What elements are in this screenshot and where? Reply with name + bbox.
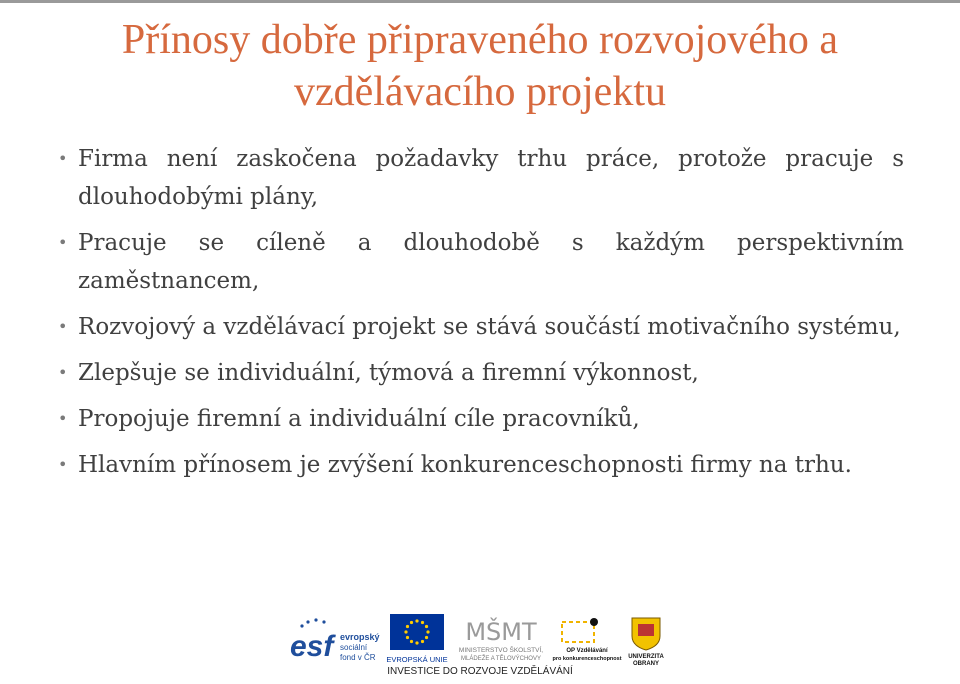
op-line2: pro konkurenceschopnost — [552, 656, 622, 662]
list-item — [56, 446, 904, 484]
list-item — [56, 354, 904, 392]
bullet-icon: • — [58, 317, 68, 336]
bullet-icon: • — [58, 233, 68, 252]
bullet-icon: • — [58, 409, 68, 428]
esf-line2: sociální — [340, 643, 368, 652]
bullet-text: Rozvojový a vzdělávací projekt se stává součástí motivačního systému, — [78, 314, 901, 340]
bullet-text: Firma není zaskočena požadavky trhu práce, protože pracuje s dlouhodobými plány, — [78, 146, 904, 210]
eu-flag-logo — [388, 614, 446, 666]
list-item — [56, 308, 904, 346]
eu-star — [410, 621, 413, 624]
logo-strip — [288, 614, 668, 666]
list-item — [56, 140, 904, 216]
univ-line1: UNIVERZITA — [628, 654, 664, 660]
eu-star — [410, 640, 413, 643]
op-dot-icon — [590, 618, 598, 626]
bullet-icon: • — [58, 455, 68, 474]
bullet-text: Pracuje se cíleně a dlouhodobě s každým perspektivním zaměstnancem, — [78, 230, 904, 294]
crest-inner-icon — [638, 624, 654, 636]
top-border-line — [0, 0, 960, 3]
op-line1: OP Vzdělávání — [566, 648, 608, 654]
msmt-line2: MLÁDEŽE A TĚLOVÝCHOVY — [461, 656, 541, 662]
footer-caption: INVESTICE DO ROZVOJE VZDĚLÁVÁNÍ — [387, 666, 573, 677]
esf-wordmark: esf — [290, 630, 334, 663]
bullet-list — [56, 140, 904, 492]
eu-star — [425, 625, 428, 628]
bullet-text: Zlepšuje se individuální, týmová a firemní výkonnost, — [78, 360, 699, 386]
eu-star — [404, 630, 407, 633]
op-frame-icon — [562, 622, 594, 642]
esf-line3: fond v ČR — [340, 653, 376, 662]
bullet-icon: • — [58, 363, 68, 382]
eu-star — [406, 636, 409, 639]
eu-label: EVROPSKÁ UNIE — [386, 655, 448, 664]
eu-star — [415, 641, 418, 644]
eu-star — [421, 621, 424, 624]
msmt-line1: MINISTERSTVO ŠKOLSTVÍ, — [458, 647, 544, 654]
univ-line2: OBRANY — [632, 661, 660, 667]
esf-line1: evropský — [340, 632, 380, 642]
eu-star — [425, 636, 428, 639]
bullet-icon: • — [58, 149, 68, 168]
msmt-logo — [454, 614, 548, 666]
eu-star — [421, 640, 424, 643]
bullet-text: Hlavním přínosem je zvýšení konkurenceschopnosti firmy na trhu. — [78, 452, 852, 478]
university-logo — [624, 614, 668, 666]
slide-title: Přínosy dobře připraveného rozvojového a vzdělávacího projektu — [121, 17, 839, 115]
eu-star — [406, 625, 409, 628]
list-item — [56, 224, 904, 300]
esf-logo — [288, 614, 380, 666]
list-item — [56, 400, 904, 438]
eu-star — [426, 630, 429, 633]
esf-stars-icon — [300, 618, 325, 627]
eu-star — [415, 619, 418, 622]
bullet-text: Propojuje firemní a individuální cíle pracovníků, — [78, 406, 640, 432]
msmt-mark: MŠMT — [465, 618, 537, 646]
op-logo — [552, 614, 622, 666]
